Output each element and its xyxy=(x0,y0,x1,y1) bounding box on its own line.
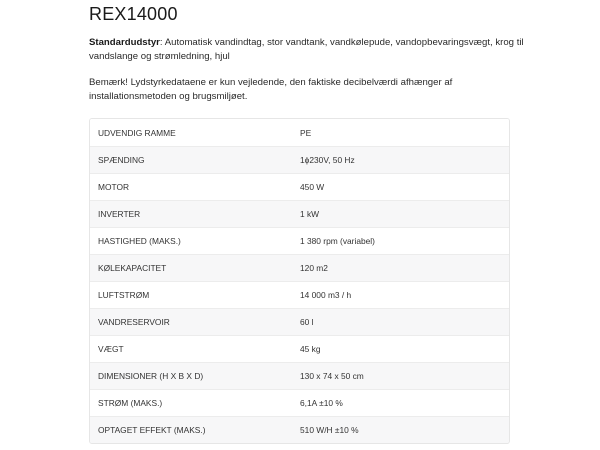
spec-row xyxy=(90,254,509,281)
spec-row xyxy=(90,146,509,173)
spec-row xyxy=(90,389,509,416)
spec-row xyxy=(90,200,509,227)
spec-label: DIMENSIONER (H X B X D) xyxy=(98,371,204,381)
spec-value: 6,1A ±10 % xyxy=(300,398,343,408)
spec-row xyxy=(90,227,509,254)
standard-equipment-text: : Automatisk vandindtag, stor vandtank, vandkølepude, vandopbevaringsvægt, krog til vandslange og strømledning, hjul xyxy=(89,37,524,62)
spec-label: INVERTER xyxy=(98,209,141,219)
standard-equipment-label: Standardudstyr xyxy=(89,37,160,48)
spec-label: STRØM (MAKS.) xyxy=(98,398,163,408)
spec-row xyxy=(90,416,509,443)
spec-row xyxy=(90,281,509,308)
spec-value: 1 380 rpm (variabel) xyxy=(300,236,375,246)
spec-value: 1ϕ230V, 50 Hz xyxy=(300,155,355,165)
spec-value: 450 W xyxy=(300,182,325,192)
spec-table xyxy=(89,118,510,444)
spec-value: 1 kW xyxy=(300,209,320,219)
spec-value: 45 kg xyxy=(300,344,321,354)
spec-row xyxy=(90,119,509,146)
spec-value: PE xyxy=(300,127,312,138)
spec-value: 510 W/H ±10 % xyxy=(300,425,359,435)
spec-label: KØLEKAPACITET xyxy=(98,263,167,273)
product-title: REX14000 xyxy=(89,4,178,24)
spec-row xyxy=(90,173,509,200)
spec-row xyxy=(90,362,509,389)
spec-label: VÆGT xyxy=(98,344,124,354)
spec-value: 14 000 m3 / h xyxy=(300,290,352,300)
spec-label: OPTAGET EFFEKT (MAKS.) xyxy=(98,425,206,435)
spec-value: 120 m2 xyxy=(300,263,328,273)
spec-value: 60 l xyxy=(300,317,314,327)
spec-label: UDVENDIG RAMME xyxy=(98,127,176,138)
spec-label: LUFTSTRØM xyxy=(98,290,150,300)
spec-label: MOTOR xyxy=(98,182,130,192)
spec-label: VANDRESERVOIR xyxy=(98,317,170,327)
spec-label: SPÆNDING xyxy=(98,155,145,165)
spec-row xyxy=(90,308,509,335)
spec-row xyxy=(90,335,509,362)
spec-value: 130 x 74 x 50 cm xyxy=(300,371,364,381)
spec-label: HASTIGHED (MAKS.) xyxy=(98,236,181,246)
note-paragraph: Bemærk! Lydstyrkedataene er kun vejledende, den faktiske decibelværdi afhænger af installationsmetoden og brugsmiljøet. xyxy=(89,77,453,102)
standard-equipment-paragraph xyxy=(89,36,529,64)
